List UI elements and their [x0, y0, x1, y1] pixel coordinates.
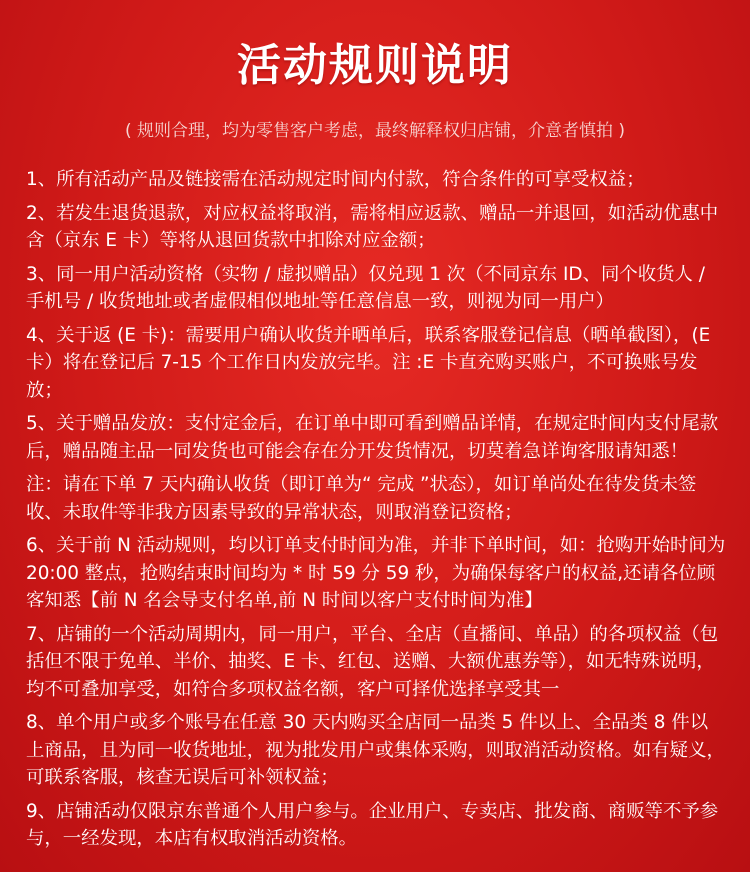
disclaimer-subtitle: ( 规则合理，均为零售客户考虑，最终解释权归店铺，介意者慎拍 ) [124, 121, 626, 141]
page-title: 活动规则说明 [237, 40, 513, 91]
rule-item-4: 4、关于返 (E 卡)：需要用户确认收货并晒单后，联系客服登记信息（晒单截图），(E 卡）将在登记后 7-15 个工作日内发放完毕。注 :E 卡直充购买账户，不可换账号发放； [26, 324, 711, 401]
rule-item-8: 8、单个用户或多个账号在任意 30 天内购买全店同一品类 5 件以上、全品类 8 件以上商品，且为同一收货地址，视为批发用户或集体采购，则取消活动资格。如有疑义，可联系客服，核查无误后可补领权益； [26, 712, 725, 788]
rule-item-7: 7、店铺的一个活动周期内，同一用户，平台、全店（直播间、单品）的各项权益（包括但不限于免单、半价、抽奖、E 卡、红包、送赠、大额优惠券等），如无特殊说明，均不可叠加享受，如符合多项权益名额，客户可择优选择享受其一 [26, 623, 719, 700]
rule-note: 注：请在下单 7 天内确认收货（即订单为“ 完成 ”状态），如订单尚处在待发货未签收、未取件等非我方因素导致的异常状态，则取消登记资格； [26, 474, 697, 523]
rule-item-5: 5、关于赠品发放：支付定金后，在订单中即可看到赠品详情，在规定时间内支付尾款后，赠品随主品一同发货也可能会存在分开发货情况，切莫着急详询客服请知悉！ [26, 413, 719, 462]
rule-item-1: 1、所有活动产品及链接需在活动规定时间内付款，符合条件的可享受权益； [26, 169, 645, 190]
rule-item-3: 3、同一用户活动资格（实物 / 虚拟赠品）仅兑现 1 次（不同京东 ID、同个收货人 / 手机号 / 收货地址或者虚假相似地址等任意信息一致，则视为同一用户） [26, 263, 705, 312]
rule-item-9: 9、店铺活动仅限京东普通个人用户参与。企业用户、专卖店、批发商、商贩等不予参与，一经发现，本店有权取消活动资格。 [26, 800, 719, 849]
rule-item-6: 6、关于前 N 活动规则，均以订单支付时间为准，并非下单时间，如：抢购开始时间为 20:00 整点，抢购结束时间均为 * 时 59 分 59 秒，为确保每客户的权益,还请各位顾客知悉【前 N 名会导支付名单,前 N 时间以客户支付时间为准】 [26, 535, 726, 611]
rule-item-2: 2、若发生退货退款，对应权益将取消，需将相应返款、赠品一并退回，如活动优惠中含（京东 E 卡）等将从退回货款中扣除对应金额； [26, 202, 719, 251]
rules-list [26, 166, 726, 859]
